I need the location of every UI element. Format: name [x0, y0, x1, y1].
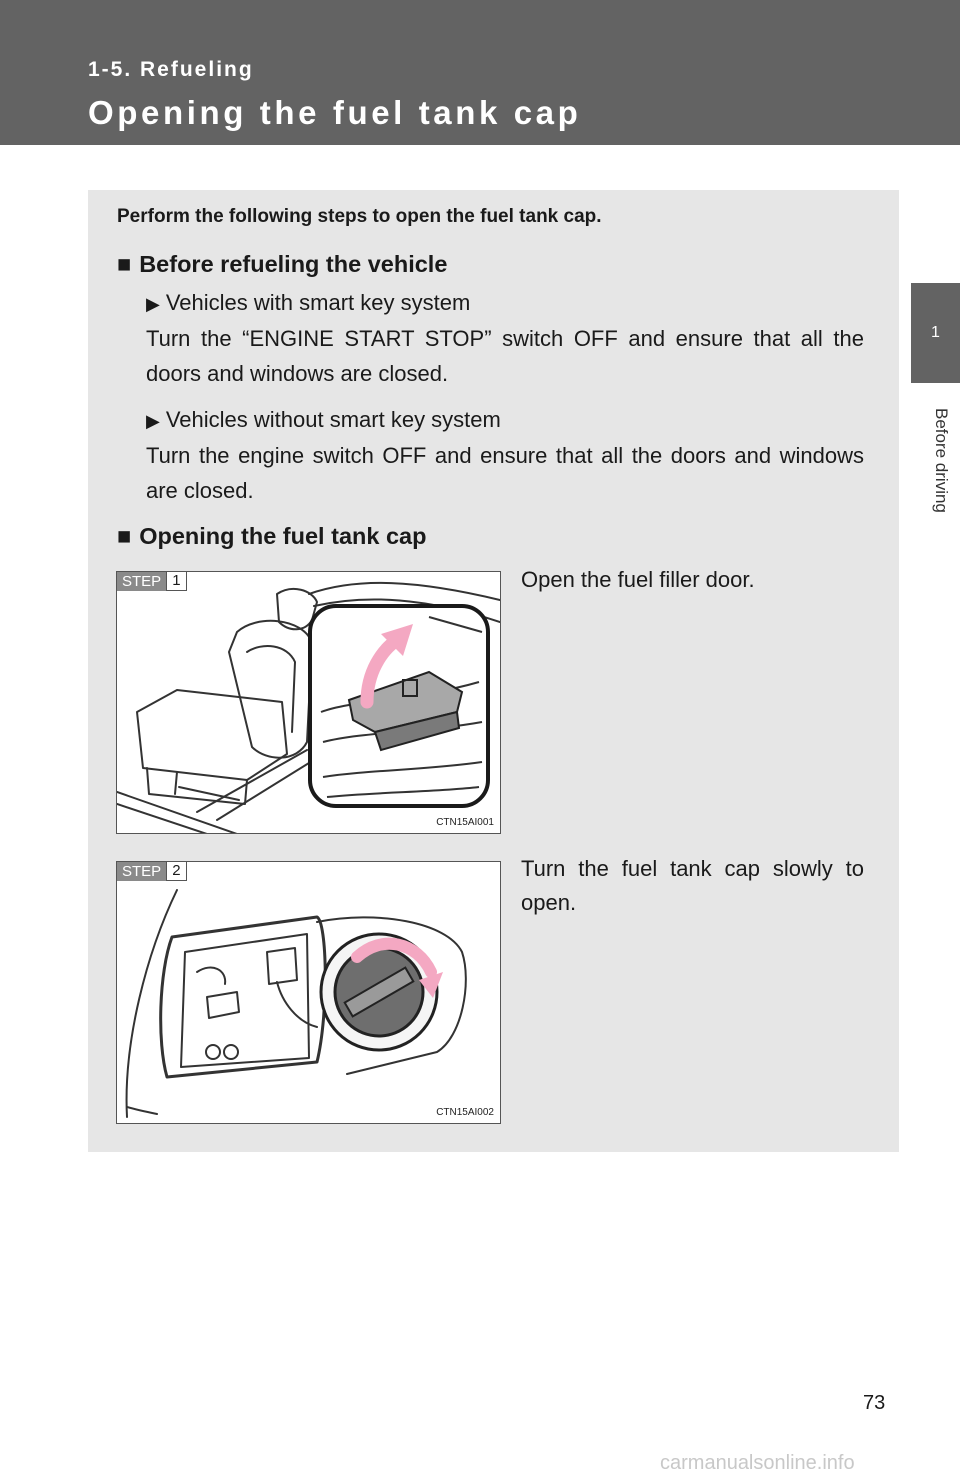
step-badge-1	[117, 572, 187, 591]
step-2-text: Turn the fuel tank cap slowly to open.	[521, 856, 864, 915]
square-bullet-icon: ■	[117, 251, 132, 277]
figure-step-2	[116, 861, 501, 1124]
section-heading-opening-cap	[117, 523, 426, 550]
vehicle-type-label: Vehicles with smart key system	[165, 290, 471, 315]
vehicle-type-smart-key	[146, 290, 470, 316]
header-bar	[0, 0, 960, 145]
step-label: STEP	[117, 862, 166, 881]
section-heading-before-refueling	[117, 251, 447, 278]
chapter-tab-label: Before driving	[932, 407, 951, 513]
triangle-marker-icon: ▶	[146, 411, 160, 431]
step-label: STEP	[117, 572, 166, 591]
heading-text: Before refueling the vehicle	[139, 251, 448, 277]
instruction-no-smart-key: Turn the engine switch OFF and ensure that all the doors and windows are closed.	[146, 443, 864, 503]
square-bullet-icon: ■	[117, 523, 132, 549]
vehicle-type-no-smart-key	[146, 407, 501, 433]
vehicle-type-label: Vehicles without smart key system	[165, 407, 501, 432]
fuel-cap-illustration	[117, 862, 500, 1123]
intro-text: Perform the following steps to open the fuel tank cap.	[117, 206, 602, 227]
chapter-tab: 1	[911, 283, 960, 383]
step-number: 1	[166, 572, 186, 591]
section-label: 1-5. Refueling	[88, 58, 254, 81]
seat-and-lever-illustration	[117, 572, 500, 833]
watermark: carmanualsonline.info	[660, 1452, 855, 1474]
page-number: 73	[863, 1392, 886, 1414]
step-number: 2	[166, 862, 186, 881]
heading-text: Opening the fuel tank cap	[139, 523, 427, 549]
step-badge-2	[117, 862, 187, 881]
instruction-smart-key: Turn the “ENGINE START STOP” switch OFF and ensure that all the doors and windows are closed.	[146, 326, 864, 386]
triangle-marker-icon: ▶	[146, 294, 160, 314]
figure-code: CTN15AI002	[436, 1107, 494, 1118]
step-1-text: Open the fuel filler door.	[521, 567, 755, 592]
figure-step-1	[116, 571, 501, 834]
page-title: Opening the fuel tank cap	[88, 94, 582, 131]
figure-code: CTN15AI001	[436, 817, 494, 828]
